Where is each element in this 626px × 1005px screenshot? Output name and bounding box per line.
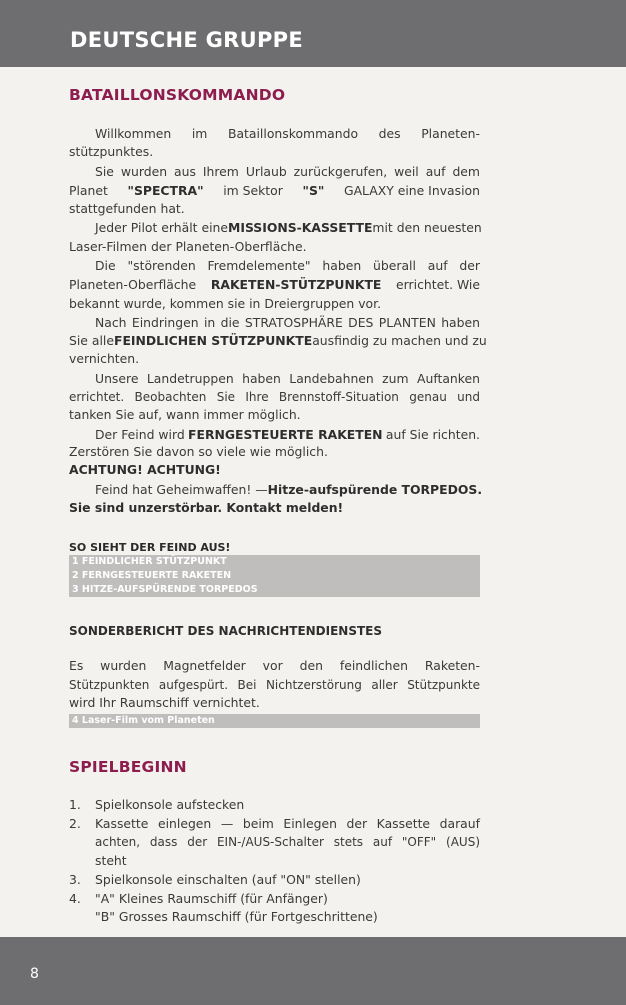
- paragraph-line: errichtet. Beobachten Sie Ihre Brennstoff-Situation genau und: [69, 390, 480, 404]
- list-number: 1.: [69, 797, 81, 812]
- list-item-text: Spielkonsole aufstecken: [95, 797, 245, 812]
- text-fragment: Planet: [69, 183, 108, 198]
- text-fragment: im Sektor: [223, 183, 283, 198]
- emphasis-text: "SPECTRA": [127, 183, 204, 198]
- image-caption: 4 Laser-Film vom Planeten: [72, 715, 215, 726]
- paragraph-line: Sie wurden aus Ihrem Urlaub zurückgerufen, weil auf dem: [95, 164, 480, 179]
- list-item-text: achten, dass der EIN-/AUS-Schalter stets auf "OFF" (AUS): [95, 835, 480, 849]
- emphasis-text: Hitze-aufspürende TORPEDOS.: [267, 482, 483, 497]
- paragraph-line: bekannt wurde, kommen sie in Dreiergruppen vor.: [69, 296, 382, 311]
- text-fragment: mit den neuesten: [372, 220, 482, 235]
- list-number: 3.: [69, 872, 81, 887]
- paragraph-line: Zerstören Sie davon so viele wie möglich.: [69, 444, 328, 459]
- text-fragment: Sie alle: [69, 333, 114, 348]
- list-item-text: Spielkonsole einschalten (auf "ON" stellen): [95, 872, 361, 887]
- paragraph-line: [69, 426, 480, 444]
- text-fragment: Feind hat Geheimwaffen! —: [95, 482, 268, 497]
- paragraph-line: Laser-Filmen der Planeten-Oberfläche.: [69, 239, 307, 254]
- paragraph-line: stützpunktes.: [69, 144, 154, 159]
- text-fragment: errichtet. Wie: [396, 277, 480, 292]
- paragraph-line: [69, 481, 483, 499]
- paragraph-line: [69, 276, 480, 294]
- warning-text: Sie sind unzerstörbar. Kontakt melden!: [69, 500, 344, 515]
- paragraph-line: Willkommen im Bataillonskommando des Planeten-: [95, 126, 480, 141]
- section-title-spielbeginn: SPIELBEGINN: [69, 758, 187, 776]
- intel-heading: SONDERBERICHT DES NACHRICHTENDIENSTES: [69, 624, 383, 638]
- paragraph-line: wird Ihr Raumschiff vernichtet.: [69, 695, 260, 710]
- list-number: 2.: [69, 816, 81, 831]
- emphasis-text: FEINDLICHEN STÜTZPUNKTE: [113, 333, 313, 348]
- legend-item: 1 FEINDLICHER STÜTZPUNKT: [72, 556, 227, 567]
- emphasis-text: MISSIONS-KASSETTE: [228, 220, 373, 235]
- list-item-text: steht: [95, 853, 127, 868]
- paragraph-line: Stützpunkten aufgespürt. Bei Nichtzerstörung aller Stützpunkte: [69, 678, 480, 692]
- emphasis-text: FERNGESTEUERTE RAKETEN: [188, 427, 383, 442]
- paragraph-line: vernichten.: [69, 351, 140, 366]
- text-fragment: Jeder Pilot erhält eine: [95, 220, 228, 235]
- paragraph-line: [69, 182, 480, 200]
- list-number: 4.: [69, 891, 81, 906]
- paragraph-line: Nach Eindringen in die STRATOSPHÄRE DES PLANTEN haben: [95, 315, 480, 330]
- text-fragment: Planeten-Oberfläche: [69, 277, 197, 292]
- legend-title: SO SIEHT DER FEIND AUS!: [69, 541, 231, 554]
- text-fragment: ausfindig zu machen und zu: [312, 333, 487, 348]
- text-fragment: auf Sie richten.: [385, 427, 480, 442]
- emphasis-text: RAKETEN-STÜTZPUNKTE: [210, 277, 382, 292]
- warning-text: ACHTUNG! ACHTUNG!: [69, 462, 221, 477]
- paragraph-line: Unsere Landetruppen haben Landebahnen zum Auftanken: [95, 371, 480, 386]
- paragraph-line: Es wurden Magnetfelder vor den feindlichen Raketen-: [69, 658, 480, 673]
- page-number: 8: [30, 966, 39, 982]
- list-item-text: Kassette einlegen — beim Einlegen der Kassette darauf: [95, 816, 480, 831]
- legend-item: 3 HITZE-AUFSPÜRENDE TORPEDOS: [72, 584, 258, 595]
- text-fragment: Der Feind wird: [95, 427, 185, 442]
- paragraph-line: Die "störenden Fremdelemente" haben überall auf der: [95, 258, 480, 273]
- list-item-text: "B" Grosses Raumschiff (für Fortgeschrittene): [95, 909, 378, 924]
- section-title-bataillonskommando: BATAILLONSKOMMANDO: [69, 86, 286, 104]
- paragraph-line: stattgefunden hat.: [69, 201, 185, 216]
- page-header-title: DEUTSCHE GRUPPE: [70, 28, 304, 52]
- footer-bar: [0, 937, 626, 1005]
- list-item-text: "A" Kleines Raumschiff (für Anfänger): [95, 891, 328, 906]
- paragraph-line: [69, 332, 487, 350]
- text-fragment: GALAXY eine Invasion: [343, 183, 480, 198]
- legend-item: 2 FERNGESTEUERTE RAKETEN: [72, 570, 232, 581]
- paragraph-line: [69, 219, 480, 237]
- emphasis-text: "S": [302, 183, 325, 198]
- paragraph-line: tanken Sie auf, wann immer möglich.: [69, 407, 301, 422]
